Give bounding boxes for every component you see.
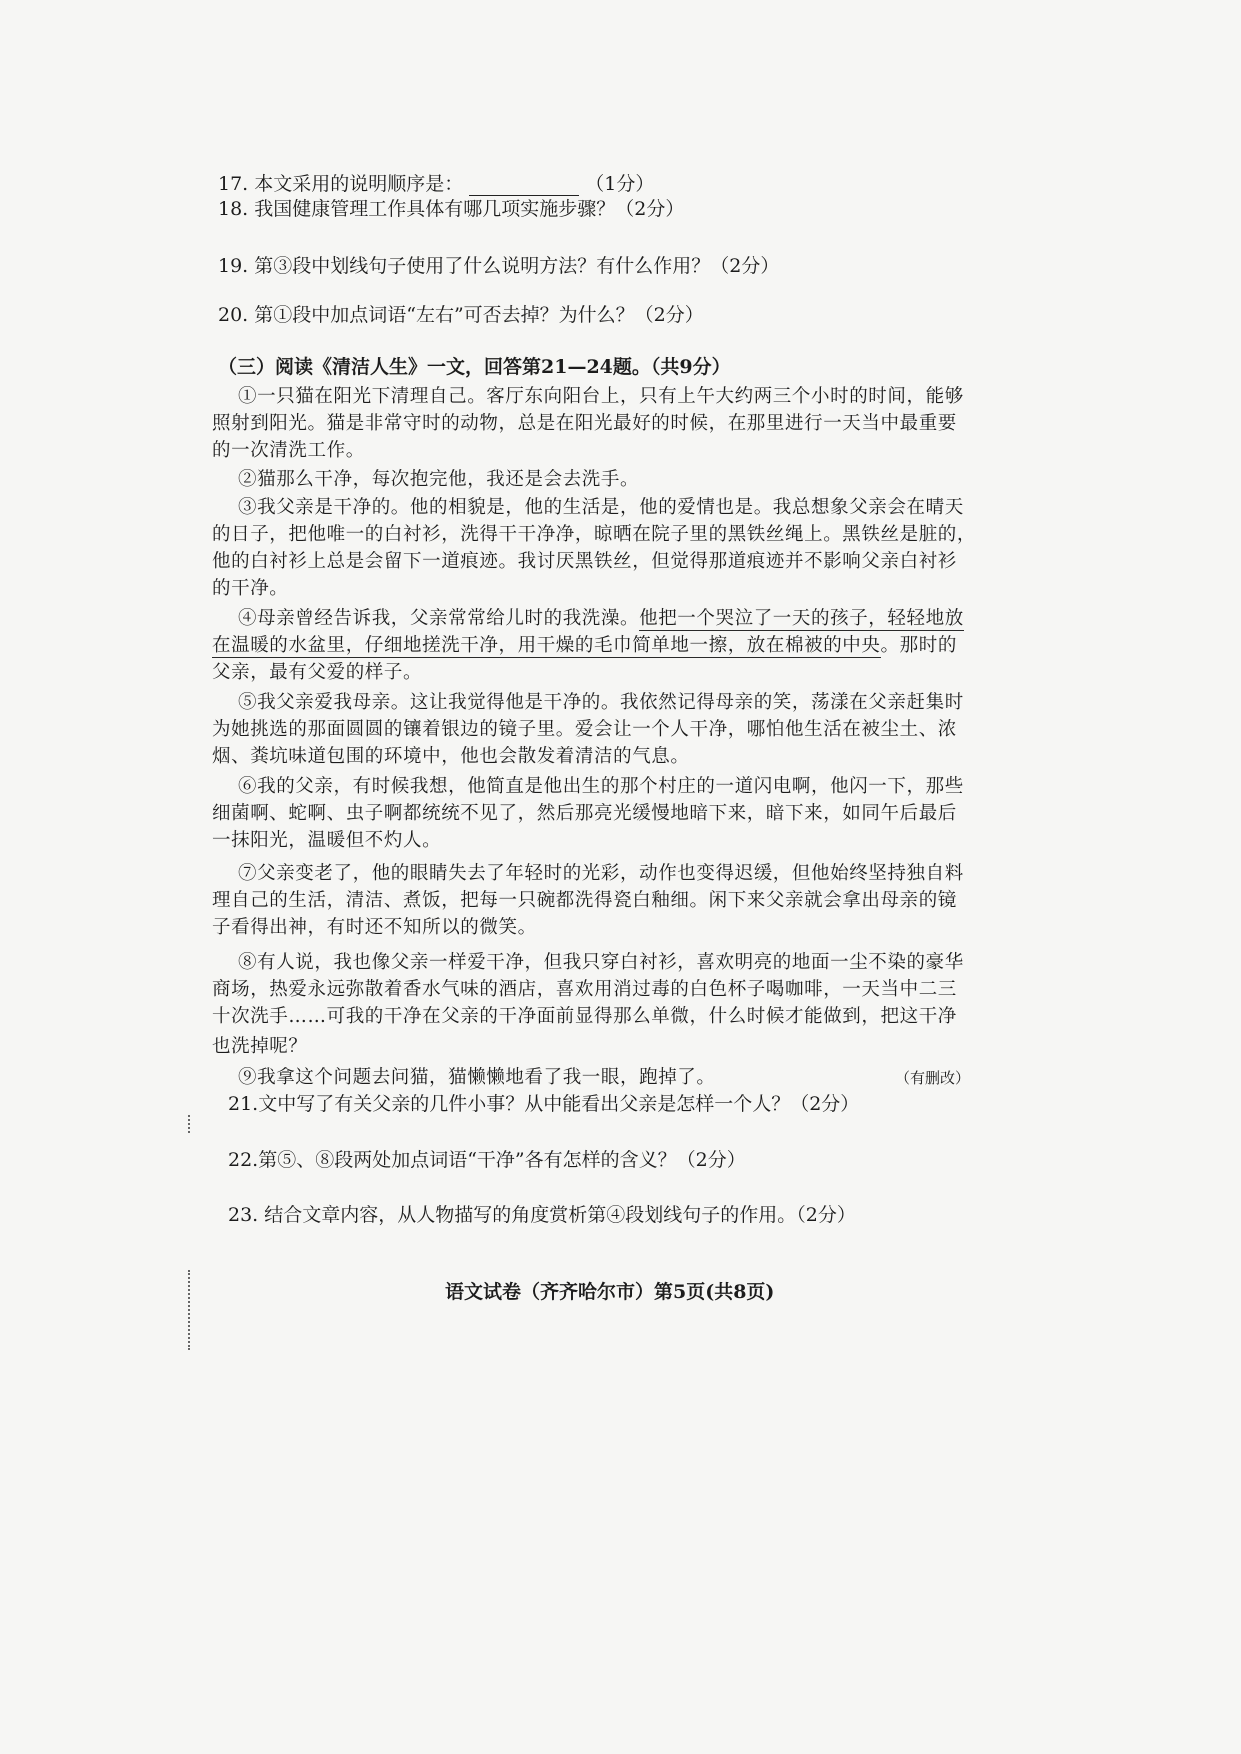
margin-dotted-line (188, 1270, 190, 1350)
section-heading: （三）阅读《清洁人生》一文，回答第21—24题。（共9分） (218, 356, 731, 378)
question-19: 19. 第③段中划线句子使用了什么说明方法？有什么作用？（2分） (218, 255, 780, 277)
edit-note: （有删改） (895, 1069, 971, 1087)
para-3-line-2: 的日子，把他唯一的白衬衫，洗得干干净净，晾晒在院子里的黑铁丝绳上。黑铁丝是脏的， (212, 524, 977, 545)
para-4-line-3: 父亲，最有父爱的样子。 (212, 662, 423, 683)
para-6-line-1: ⑥我的父亲，有时候我想，他简直是他出生的那个村庄的一道闪电啊，他闪一下，那些 (238, 776, 964, 797)
para-4-text: ④母亲曾经告诉我，父亲常常给儿时的我洗澡。 (238, 608, 640, 629)
question-17-score: （1分） (585, 173, 655, 195)
para-7-line-3: 子看得出神，有时还不知所以的微笑。 (212, 917, 537, 938)
para-4-line-2 (212, 634, 957, 658)
para-3-line-1: ③我父亲是干净的。他的相貌是，他的生活是，他的爱情也是。我总想象父亲会在晴天 (238, 497, 964, 518)
para-1-line-2: 照射到阳光。猫是非常守时的动物，总是在阳光最好的时候，在那里进行一天当中最重要 (212, 413, 957, 434)
para-3-line-4: 的干净。 (212, 578, 289, 599)
para-8-line-3: 十次洗手……可我的干净在父亲的干净面前显得那么单微，什么时候才能做到，把这干净 (212, 1006, 957, 1027)
para-8-line-4: 也洗掉呢？ (212, 1036, 308, 1057)
para-1-line-3: 的一次清洗工作。 (212, 440, 365, 461)
para-1-line-1: ①一只猫在阳光下清理自己。客厅东向阳台上，只有上午大约两三个小时的时间，能够 (238, 386, 964, 407)
para-5-line-1: ⑤我父亲爱我母亲。这让我觉得他是干净的。我依然记得母亲的笑，荡漾在父亲赶集时 (238, 692, 964, 713)
question-17-text: 17. 本文采用的说明顺序是： (218, 173, 464, 195)
question-23: 23. 结合文章内容，从人物描写的角度赏析第④段划线句子的作用。（2分） (228, 1204, 856, 1226)
underlined-sentence: 在温暖的水盆里，仔细地搓洗干净，用干燥的毛巾简单地一擦，放在棉被的中央 (212, 635, 881, 656)
para-6-line-3: 一抹阳光，温暖但不灼人。 (212, 830, 442, 851)
question-21: 21.文中写了有关父亲的几件小事？从中能看出父亲是怎样一个人？（2分） (228, 1093, 860, 1115)
question-22: 22.第⑤、⑧段两处加点词语“干净”各有怎样的含义？（2分） (228, 1149, 746, 1171)
para-9: ⑨我拿这个问题去问猫，猫懒懒地看了我一眼，跑掉了。 (238, 1067, 716, 1088)
para-4-text: 。那时的 (880, 635, 957, 656)
para-5-line-3: 烟、粪坑味道包围的环境中，他也会散发着清洁的气息。 (212, 746, 690, 767)
page-footer: 语文试卷（齐齐哈尔市）第5页(共8页) (445, 1281, 775, 1303)
para-2: ②猫那么干净，每次抱完他，我还是会去洗手。 (238, 469, 640, 490)
para-5-line-2: 为她挑选的那面圆圆的镶着银边的镜子里。爱会让一个人干净，哪怕他生活在被尘土、浓 (212, 719, 957, 740)
underlined-sentence: 他把一个哭泣了一天的孩子，轻轻地放 (639, 608, 964, 629)
para-7-line-1: ⑦父亲变老了，他的眼睛失去了年轻时的光彩，动作也变得迟缓，但他始终坚持独自料 (238, 863, 964, 884)
question-20: 20. 第①段中加点词语“左右”可否去掉？为什么？（2分） (218, 304, 704, 326)
answer-blank (469, 177, 579, 196)
para-6-line-2: 细菌啊、蛇啊、虫子啊都统统不见了，然后那亮光缓慢地暗下来，暗下来，如同午后最后 (212, 803, 957, 824)
question-17 (218, 172, 654, 196)
para-3-line-3: 他的白衬衫上总是会留下一道痕迹。我讨厌黑铁丝，但觉得那道痕迹并不影响父亲白衬衫 (212, 551, 957, 572)
question-18: 18. 我国健康管理工作具体有哪几项实施步骤？（2分） (218, 198, 685, 220)
para-8-line-1: ⑧有人说，我也像父亲一样爱干净，但我只穿白衬衫，喜欢明亮的地面一尘不染的豪华 (238, 952, 964, 973)
para-4-line-1 (238, 607, 964, 631)
margin-dotted-mark (188, 1115, 190, 1133)
para-7-line-2: 理自己的生活，清洁、煮饭，把每一只碗都洗得瓷白釉细。闲下来父亲就会拿出母亲的镜 (212, 890, 957, 911)
para-8-line-2: 商场，热爱永远弥散着香水气味的酒店，喜欢用消过毒的白色杯子喝咖啡，一天当中二三 (212, 979, 957, 1000)
